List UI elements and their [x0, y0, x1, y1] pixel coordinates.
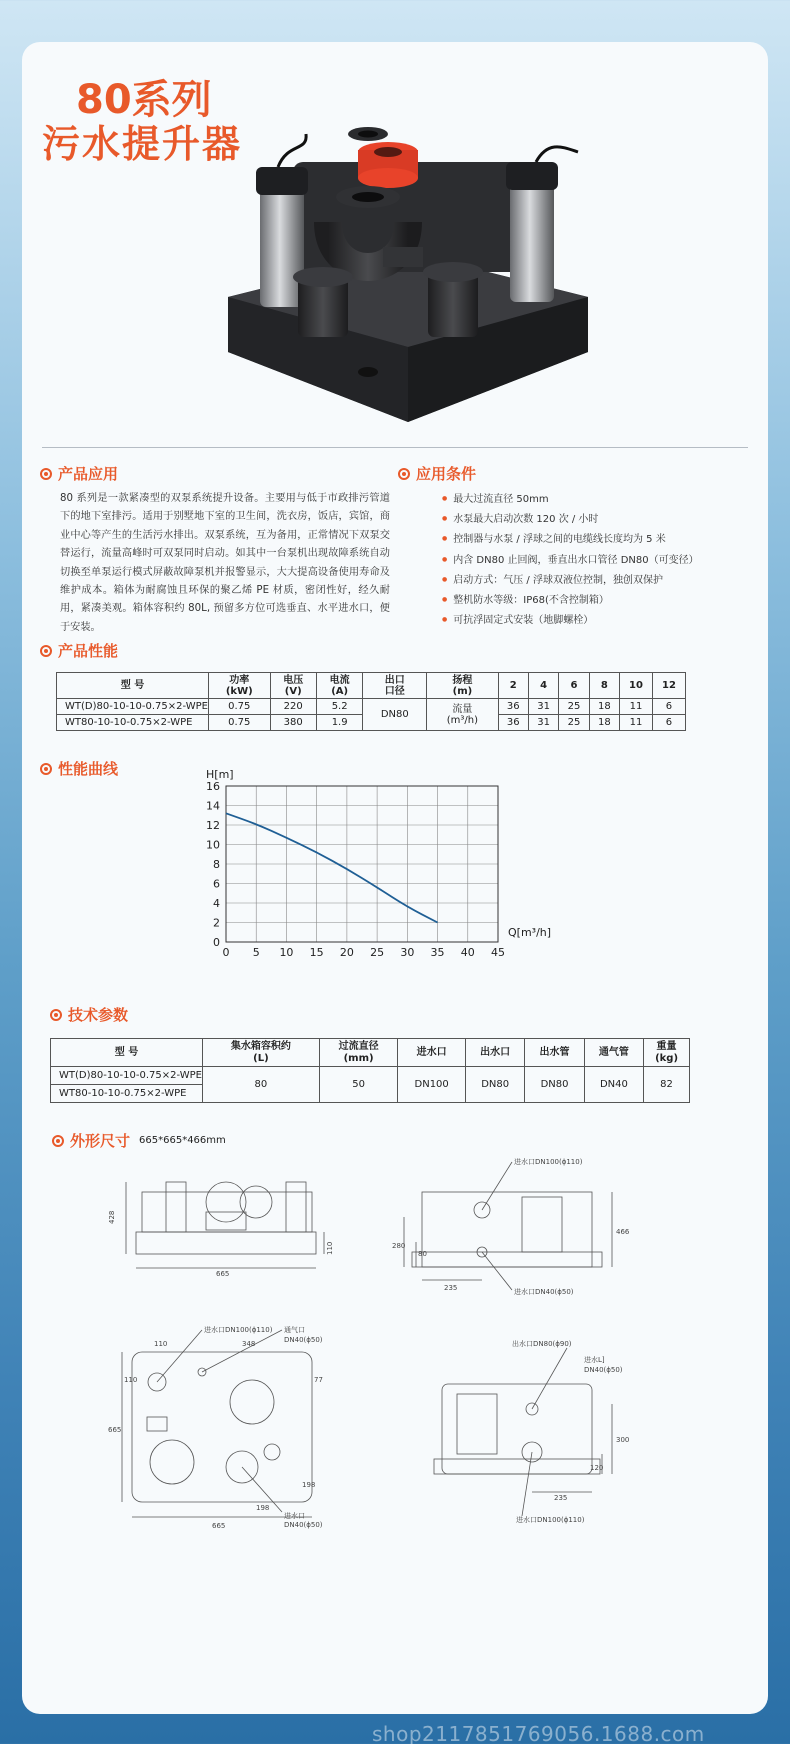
section-divider — [42, 447, 748, 448]
dim-label: 348 — [242, 1340, 256, 1348]
col-current: 电流 (A) — [316, 673, 362, 699]
dim-label: 428 — [108, 1210, 116, 1224]
x-tick-label: 5 — [252, 946, 260, 959]
col-outlet: 出水口 — [465, 1039, 524, 1067]
dim-label: 198 — [256, 1504, 270, 1512]
dim-label: 466 — [616, 1228, 630, 1236]
dim-label: 280 — [392, 1242, 406, 1250]
title-line-1: 80系列 — [76, 77, 212, 123]
col-vent: 通气管 — [584, 1039, 643, 1067]
x-tick-label: 0 — [222, 946, 230, 959]
section-tech-heading: 技术参数 — [50, 1004, 128, 1025]
page-title — [42, 78, 242, 165]
dim-label: 通气口 — [284, 1326, 305, 1334]
drawing-side-view-2 — [392, 1152, 632, 1302]
dim-label: 110 — [124, 1376, 138, 1384]
conditions-list — [442, 490, 699, 631]
dim-label: 进水口DN100(ϕ110) — [204, 1326, 273, 1334]
col-power: 功率 (kW) — [209, 673, 271, 699]
performance-curve-chart — [172, 762, 572, 972]
col-outlet: 出口 口径 — [363, 673, 427, 699]
x-tick-label: 30 — [400, 946, 415, 959]
col-head-2: 2 — [498, 673, 528, 699]
x-tick-label: 15 — [309, 946, 324, 959]
x-axis-label: Q[m³/h] — [508, 926, 552, 939]
section-bullet-icon — [40, 763, 52, 775]
dim-label: DN40(ϕ50) — [584, 1366, 623, 1374]
col-head-4: 4 — [528, 673, 558, 699]
section-bullet-icon — [40, 645, 52, 657]
col-diameter: 过流直径 (mm) — [319, 1039, 398, 1067]
outlet-cell: DN80 — [363, 699, 427, 731]
y-tick-label: 12 — [206, 819, 220, 832]
dim-label: 进水口 — [284, 1512, 305, 1520]
y-tick-label: 8 — [213, 858, 220, 871]
dim-label: 80 — [418, 1250, 427, 1258]
application-text: 80 系列是一款紧凑型的双泵系统提升设备。主要用与低于市政排污管道下的地下室排污。适用于别墅地下室的卫生间，洗衣房，饭店，宾馆，商业中心等产生的生活污水排出。双泵系统，互为备用，正常情况下双泵交替运行，流量高峰时可双泵同时启动。如其中一台泵机出现故障系统自动切换至单泵运行模式屏蔽故障泵机并报警显示，大大提高设备使用寿命及维护成本。箱体为耐腐蚀且环保的聚乙烯 PE 材质，密闭性好，经久耐用，紧凑美观。箱体容积约 80L, 预留多方位可选垂直、水平进水口，便于安装。 — [60, 493, 390, 633]
col-head-8: 8 — [589, 673, 619, 699]
dim-label: 出水口DN80(ϕ90) — [512, 1340, 572, 1348]
list-item: ● 启动方式：气压 / 浮球双液位控制，独创双保护 — [442, 571, 699, 591]
list-item: ● 水泵最大启动次数 120 次 / 小时 — [442, 510, 699, 530]
list-item: ● 可抗浮固定式安装（地脚螺栓） — [442, 611, 699, 631]
section-curve-heading: 性能曲线 — [40, 758, 118, 779]
table-row: WT(D)80-10-10-0.75×2-WPE 0.75 220 5.2 DN80 流量 (m³/h) 36 31 25 18 11 6 — [57, 699, 686, 715]
section-dimensions-heading: 外形尺寸 665*665*466mm — [52, 1130, 226, 1151]
section-conditions-heading: 应用条件 — [398, 463, 476, 484]
col-volume: 集水箱容积约 (L) — [203, 1039, 320, 1067]
col-inlet: 进水口 — [398, 1039, 466, 1067]
drawing-front-view — [412, 1334, 642, 1524]
list-item: ● 整机防水等级：IP68(不含控制箱） — [442, 591, 699, 611]
y-tick-label: 6 — [213, 877, 220, 891]
col-weight: 重量 (kg) — [644, 1039, 690, 1067]
dim-label: 235 — [554, 1494, 568, 1502]
table-row: WT80-10-10-0.75×2-WPE — [51, 1085, 690, 1103]
dim-label: 235 — [444, 1284, 458, 1292]
dimensions-size: 665*665*466mm — [139, 1135, 226, 1146]
dim-label: 120 — [590, 1464, 604, 1472]
dim-label: 77 — [314, 1376, 323, 1384]
dim-label: 665 — [216, 1270, 230, 1278]
x-tick-label: 35 — [430, 946, 445, 959]
section-application-heading: 产品应用 — [40, 463, 118, 484]
col-voltage: 电压 (V) — [270, 673, 316, 699]
col-head-6: 6 — [559, 673, 589, 699]
y-tick-label: 10 — [206, 838, 220, 852]
section-bullet-icon — [52, 1135, 64, 1147]
performance-table — [56, 672, 686, 731]
col-head-10: 10 — [620, 673, 653, 699]
dim-label: 665 — [108, 1426, 122, 1434]
x-tick-label: 10 — [279, 946, 294, 959]
table-row: WT(D)80-10-10-0.75×2-WPE 80 50 DN100 DN80 DN80 DN40 82 — [51, 1067, 690, 1085]
list-item: ● 控制器与水泵 / 浮球之间的电缆线长度均为 5 米 — [442, 530, 699, 550]
title-line-2: 污水提升器 — [42, 121, 243, 166]
x-tick-label: 25 — [370, 946, 385, 959]
tech-table — [50, 1038, 690, 1103]
y-tick-label: 0 — [213, 936, 220, 949]
y-axis-label: H[m] — [206, 768, 234, 781]
section-bullet-icon — [50, 1009, 62, 1021]
col-head: 扬程 (m) — [427, 673, 498, 699]
flow-cell: 流量 (m³/h) — [427, 699, 498, 731]
dim-label: 665 — [212, 1522, 226, 1530]
col-model: 型 号 — [51, 1039, 203, 1067]
dim-label: 进水口DN100(ϕ110) — [514, 1158, 583, 1166]
dim-label: 300 — [616, 1436, 630, 1444]
drawing-side-view — [106, 1152, 342, 1278]
y-tick-label: 16 — [206, 780, 220, 793]
y-tick-label: 14 — [206, 799, 220, 813]
drawing-top-view — [102, 1322, 342, 1532]
col-model: 型 号 — [57, 673, 209, 699]
x-tick-label: 40 — [460, 946, 475, 959]
section-bullet-icon — [40, 468, 52, 480]
dim-label: 110 — [326, 1241, 334, 1255]
list-item: ● 最大过流直径 50mm — [442, 490, 699, 510]
shop-url-watermark: shop2117851769056.1688.com — [372, 1722, 705, 1744]
product-card — [22, 42, 768, 1714]
dim-label: 进水L] — [584, 1356, 605, 1364]
list-item: ● 内含 DN80 止回阀，垂直出水口管径 DN80（可变径） — [442, 551, 699, 571]
product-image — [218, 122, 598, 452]
section-performance-heading: 产品性能 — [40, 640, 118, 661]
section-bullet-icon — [398, 468, 410, 480]
dim-label: 进水口DN100(ϕ110) — [516, 1516, 585, 1524]
col-outlet-pipe: 出水管 — [525, 1039, 584, 1067]
x-tick-label: 45 — [491, 946, 505, 959]
dim-label: 进水口DN40(ϕ50) — [514, 1288, 574, 1296]
table-row: WT80-10-10-0.75×2-WPE 0.75 380 1.9 36 31 25 18 11 6 — [57, 715, 686, 731]
series-line — [226, 813, 438, 922]
dim-label: 198 — [302, 1481, 316, 1489]
x-tick-label: 20 — [339, 946, 354, 959]
col-head-12: 12 — [652, 673, 685, 699]
dim-label: DN40(ϕ50) — [284, 1336, 323, 1344]
dim-label: DN40(ϕ50) — [284, 1521, 323, 1529]
y-tick-label: 2 — [213, 916, 220, 930]
dim-label: 110 — [154, 1340, 168, 1348]
y-tick-label: 4 — [213, 897, 220, 910]
